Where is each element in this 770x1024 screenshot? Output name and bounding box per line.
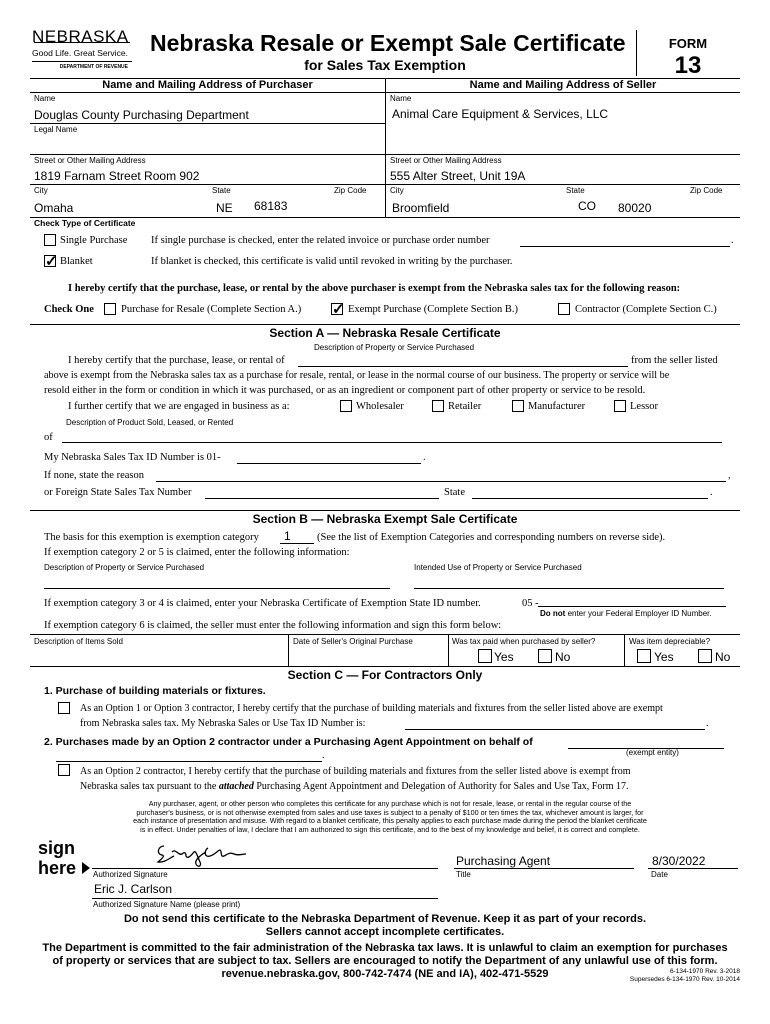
foreign-state-field[interactable] (472, 498, 708, 499)
check-one-label: Check One (44, 304, 94, 315)
depreciable-yes-checkbox[interactable] (637, 649, 651, 663)
purchaser-state-field[interactable]: NE (216, 201, 233, 215)
logo-tagline: Good Life. Great Service. (32, 48, 128, 58)
items-sold-label: Description of Items Sold (34, 637, 123, 646)
resale-checkbox[interactable] (104, 303, 116, 315)
basis-text: The basis for this exemption is exemption category (44, 532, 259, 543)
tax-paid-yes-checkbox[interactable] (478, 649, 492, 663)
single-purchase-label: Single Purchase (60, 235, 128, 246)
tax-paid-no-label: No (555, 650, 571, 664)
seller-zip-field[interactable]: 80020 (618, 201, 652, 215)
foreign-tax-label: or Foreign State Sales Tax Number (44, 487, 192, 498)
purchaser-legal-name-field[interactable] (34, 138, 374, 152)
section-c-item1: 1. Purchase of building materials or fixtures. (44, 685, 266, 697)
section-a-heading: Section A — Nebraska Resale Certificate (269, 326, 501, 340)
footer-contact: revenue.nebraska.gov, 800-742-7474 (NE and IA), 402-471-5529 (221, 968, 549, 980)
form-subtitle: for Sales Tax Exemption (304, 57, 466, 73)
blanket-check-mark: ✓ (45, 253, 58, 270)
footer-statement: The Department is committed to the fair administration of the Nebraska tax laws. It is unlawful to claim an exemption for purchases of property or services that are subject to tax. Sellers are encouraged to notify the Department of any unlawful use of this form. (42, 942, 728, 967)
lessor-label: Lessor (630, 401, 658, 412)
intended-use-field[interactable] (414, 588, 724, 589)
date-label: Date (651, 870, 668, 879)
tax-paid-label: Was tax paid when purchased by seller? (452, 637, 596, 646)
fein-note: Do not enter your Federal Employer ID Number. (540, 609, 712, 618)
department-logo (32, 28, 134, 76)
purchaser-street-label: Street or Other Mailing Address (34, 156, 146, 165)
foreign-tax-field[interactable] (205, 498, 439, 499)
section-b-heading: Section B — Nebraska Exempt Sale Certificate (252, 512, 518, 526)
tax-id-field[interactable] (237, 463, 421, 464)
section-a-line1: I hereby certify that the purchase, lease, or rental of (68, 355, 285, 366)
seller-street-label: Street or Other Mailing Address (390, 156, 502, 165)
category-3-4-text: If exemption category 3 or 4 is claimed, enter your Nebraska Certificate of Exemption State ID number. (44, 598, 481, 609)
purchaser-state-label: State (212, 186, 231, 195)
seller-state-field[interactable]: CO (578, 199, 596, 213)
section-a-line1-end: from the seller listed (631, 355, 718, 366)
revision-info: 6-134-1970 Rev. 3-2018 Supersedes 6-134-1970 Rev. 10-2014 (629, 968, 740, 983)
manufacturer-checkbox[interactable] (512, 400, 524, 412)
contractor-tax-id-field[interactable] (405, 729, 705, 730)
seller-city-field[interactable]: Broomfield (392, 201, 450, 215)
contractor-option-label: Contractor (Complete Section C.) (575, 304, 717, 315)
exempt-entity-field-continued[interactable] (56, 761, 322, 762)
title-label: Title (456, 870, 471, 879)
purchaser-zip-field[interactable]: 68183 (254, 199, 288, 213)
section-c-item2: 2. Purchases made by an Option 2 contractor under a Purchasing Agent Appointment on behalf of (44, 736, 533, 748)
printed-name-label: Authorized Signature Name (please print) (93, 900, 241, 909)
purchaser-city-field[interactable]: Omaha (34, 201, 74, 215)
exempt-check-mark: ✓ (332, 301, 345, 318)
depreciable-label: Was item depreciable? (629, 637, 711, 646)
intended-use-label: Intended Use of Property or Service Purchased (414, 563, 582, 572)
business-type-text: I further certify that we are engaged in business as a: (68, 401, 290, 412)
section-c-heading: Section C — For Contractors Only (287, 668, 483, 682)
retailer-label: Retailer (448, 401, 482, 412)
footer-notice: Do not send this certificate to the Nebraska Department of Revenue. Keep it as part of your records. Sellers cannot accept incomplete certificates. (123, 913, 646, 938)
single-purchase-checkbox[interactable] (44, 234, 56, 246)
property-desc-field[interactable] (44, 588, 390, 589)
tax-paid-yes-label: Yes (494, 650, 514, 664)
option-1-3-text-b: from Nebraska sales tax. My Nebraska Sales or Use Tax ID Number is: (80, 718, 366, 729)
category-6-text: If exemption category 6 is claimed, the seller must enter the following information and sign this form below: (44, 620, 502, 631)
seller-heading: Name and Mailing Address of Seller (469, 79, 657, 91)
authorized-signature-label: Authorized Signature (93, 870, 168, 879)
exempt-entity-label: (exempt entity) (626, 748, 679, 757)
blanket-label: Blanket (60, 256, 93, 267)
option-2-checkbox[interactable] (58, 764, 70, 776)
purchaser-legal-name-label: Legal Name (34, 125, 78, 134)
purchaser-name-label: Name (34, 94, 56, 103)
seller-city-label: City (390, 186, 404, 195)
penalty-statement: Any purchaser, agent, or other person who completes this certificate for any purchase which is not for resale, lease, or rental in the regular course of the purchaser's business, or is not otherwise exempted from sales and use taxes is subject to a penalty of $100 or ten times the tax, whichever amount is larger, for each instance of presentation and misuse. With regard to a blanket certificate, this penalty applies to each purchase made during the period the blanket certificate is in effect. Under penalties of law, I declare that I am authorized to sign this certificate, and to the best of my knowledge and belief, it is correct and complete. (133, 799, 647, 834)
form-label: FORM (668, 36, 708, 51)
section-a-line3: resold either in the form or condition in which it was purchased, or as an ingredient or component part of other property or service to be resold. (44, 385, 646, 396)
exemption-category-field[interactable]: 1 (284, 529, 291, 543)
wholesaler-checkbox[interactable] (340, 400, 352, 412)
seller-zip-label: Zip Code (690, 186, 723, 195)
purchaser-street-field[interactable]: 1819 Farnam Street Room 902 (34, 169, 200, 183)
arrow-icon (82, 862, 90, 874)
if-none-label: If none, state the reason (44, 470, 145, 481)
handwritten-signature (150, 838, 260, 868)
resale-property-field[interactable] (298, 366, 628, 367)
property-desc-label: Description of Property or Service Purchased (44, 563, 205, 572)
logo-department: DEPARTMENT OF REVENUE (59, 64, 128, 70)
manufacturer-label: Manufacturer (528, 401, 586, 412)
tax-paid-no-checkbox[interactable] (538, 649, 552, 663)
title-field[interactable]: Purchasing Agent (456, 854, 551, 868)
option-1-3-text-a: As an Option 1 or Option 3 contractor, I hereby certify that the purchase of building materials and fixtures from the seller listed above are exempt (80, 703, 663, 714)
form-number: 13 (674, 52, 702, 79)
depreciable-no-label: No (715, 650, 731, 664)
section-a-desc-label: Description of Property or Service Purchased (314, 343, 475, 352)
resale-option-label: Purchase for Resale (Complete Section A.) (121, 304, 302, 315)
exemption-id-field[interactable] (538, 606, 726, 607)
form-title: Nebraska Resale or Exempt Sale Certificate (150, 30, 626, 56)
purchaser-zip-label: Zip Code (334, 186, 367, 195)
foreign-state-label: State (444, 487, 465, 498)
option-2-text-a: As an Option 2 contractor, I hereby certify that the purchase of building materials and fixtures from the seller listed above is exempt from (80, 766, 631, 777)
option-1-3-checkbox[interactable] (58, 702, 70, 714)
section-a-line2: above is exempt from the Nebraska sales tax as a purchase for resale, rental, or lease in the normal course of our business. The property or service will be (44, 370, 670, 381)
certificate-type-heading: Check Type of Certificate (34, 218, 136, 228)
purchaser-name-field[interactable]: Douglas County Purchasing Department (34, 108, 249, 122)
date-field[interactable]: 8/30/2022 (652, 854, 706, 868)
seller-name-field[interactable]: Animal Care Equipment & Services, LLC (392, 107, 609, 121)
logo-name: NEBRASKA (32, 27, 129, 46)
seller-name-label: Name (390, 94, 412, 103)
seller-street-field[interactable]: 555 Alter Street, Unit 19A (390, 169, 526, 183)
sign-here-label: sign here (38, 838, 77, 878)
tax-id-label: My Nebraska Sales Tax ID Number is 01- (44, 452, 221, 463)
original-purchase-date-label: Date of Seller's Original Purchase (293, 637, 413, 646)
invoice-number-field[interactable] (520, 246, 730, 247)
basis-text-end: (See the list of Exemption Categories and corresponding numbers on reverse side). (317, 532, 666, 543)
of-label: of (44, 432, 53, 443)
retailer-checkbox[interactable] (432, 400, 444, 412)
product-sold-label: Description of Product Sold, Leased, or Rented (66, 418, 234, 427)
exempt-option-label: Exempt Purchase (Complete Section B.) (348, 304, 519, 315)
depreciable-no-checkbox[interactable] (698, 649, 712, 663)
exemption-id-prefix: 05 - (522, 598, 539, 609)
printed-name-field[interactable]: Eric J. Carlson (94, 882, 173, 896)
blanket-text: If blanket is checked, this certificate is valid until revoked in writing by the purchaser. (151, 256, 513, 267)
certify-statement: I hereby certify that the purchase, lease, or rental by the above purchaser is exempt from the Nebraska sales tax for the following reason: (68, 283, 681, 294)
reason-field[interactable] (156, 481, 726, 482)
lessor-checkbox[interactable] (614, 400, 626, 412)
product-sold-field[interactable] (62, 442, 722, 443)
category-2-5-text: If exemption category 2 or 5 is claimed, enter the following information: (44, 547, 350, 558)
contractor-checkbox[interactable] (558, 303, 570, 315)
purchaser-heading: Name and Mailing Address of Purchaser (102, 79, 313, 91)
wholesaler-label: Wholesaler (356, 401, 404, 412)
single-purchase-text: If single purchase is checked, enter the related invoice or purchase order number (151, 235, 490, 246)
depreciable-yes-label: Yes (654, 650, 674, 664)
option-2-text-b: Nebraska sales tax pursuant to the attached Purchasing Agent Appointment and Delegation of Authority for Sales and Use Tax, Form 17. (80, 781, 629, 792)
purchaser-city-label: City (34, 186, 48, 195)
seller-state-label: State (566, 186, 585, 195)
